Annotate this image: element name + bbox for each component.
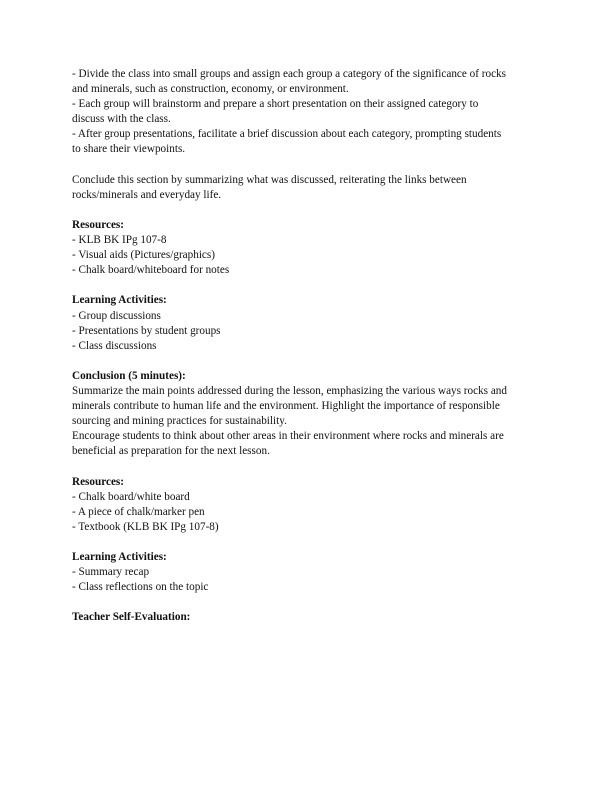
section-conclusion-paragraph <box>72 173 552 203</box>
section-heading: Learning Activities: <box>72 551 167 563</box>
text-line: to share their viewpoints. <box>72 143 186 156</box>
text-line: sourcing and mining practices for sustainability. <box>72 415 287 428</box>
document-page <box>72 67 552 625</box>
section-heading: Learning Activities: <box>72 294 167 307</box>
text-line: - Each group will brainstorm and prepare a short presentation on their assigned category to <box>72 98 479 111</box>
list-item: - Visual aids (Pictures/graphics) <box>72 249 215 262</box>
text-line: minerals contribute to human life and the environment. Highlight the importance of responsible <box>72 400 500 413</box>
list-item: - Class discussions <box>72 339 157 352</box>
conclusion-section <box>72 369 552 460</box>
list-item: - Presentations by student groups <box>72 324 221 337</box>
resources-section-1 <box>72 218 552 278</box>
learning-activities-section-2 <box>72 550 552 595</box>
text-line: - Divide the class into small groups and assign each group a category of the significance of rocks <box>72 68 507 80</box>
text-line: - After group presentations, facilitate a brief discussion about each category, prompting students <box>72 128 502 141</box>
list-item: - Chalk board/white board <box>72 490 190 503</box>
list-item: - KLB BK IPg 107-8 <box>72 234 167 247</box>
text-line: discuss with the class. <box>72 113 171 126</box>
resources-section-2 <box>72 475 552 535</box>
list-item: - Chalk board/whiteboard for notes <box>72 264 230 277</box>
text-line: rocks/minerals and everyday life. <box>72 188 222 201</box>
list-item: - Summary recap <box>72 566 150 579</box>
text-line: Summarize the main points addressed during the lesson, emphasizing the various ways rocks and <box>72 384 507 397</box>
text-line: beneficial as preparation for the next lesson. <box>72 445 270 458</box>
section-heading: Resources: <box>72 218 124 231</box>
list-item: - Textbook (KLB BK IPg 107-8) <box>72 520 219 533</box>
text-line: Encourage students to think about other areas in their environment where rocks and minerals are <box>72 430 504 443</box>
list-item: - Class reflections on the topic <box>72 581 209 594</box>
text-line: Conclude this section by summarizing what was discussed, reiterating the links between <box>72 173 467 186</box>
section-heading: Resources: <box>72 475 124 488</box>
section-heading: Conclusion (5 minutes): <box>72 369 186 382</box>
text-line: and minerals, such as construction, economy, or environment. <box>72 83 349 96</box>
list-item: - Group discussions <box>72 309 161 322</box>
group-activity-instructions <box>72 67 552 158</box>
teacher-self-evaluation-heading: Teacher Self-Evaluation: <box>72 611 191 624</box>
learning-activities-section-1 <box>72 293 552 353</box>
list-item: - A piece of chalk/marker pen <box>72 505 205 518</box>
